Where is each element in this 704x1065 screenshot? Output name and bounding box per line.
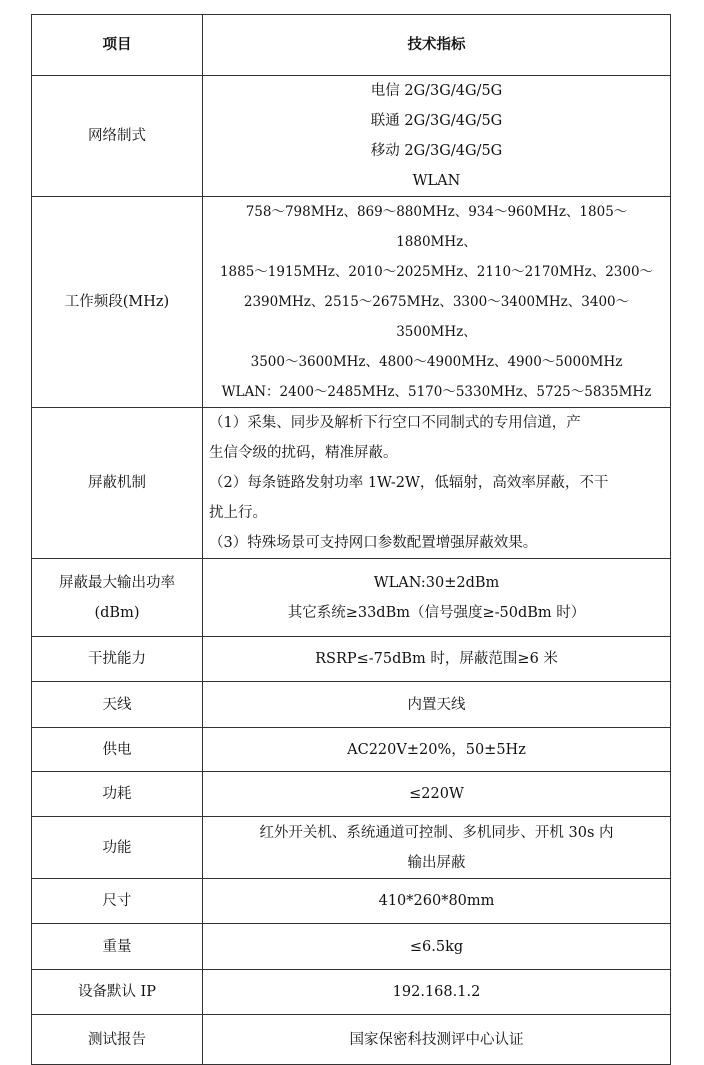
row-value	[203, 76, 671, 197]
value-line: （2）每条链路发射功率 1W-2W，低辐射，高效率屏蔽，不干	[209, 475, 609, 491]
row-label: 功耗	[32, 772, 203, 817]
header-item: 项目	[32, 15, 203, 76]
table-row	[32, 682, 671, 728]
header-spec: 技术指标	[203, 15, 671, 76]
row-value: 国家保密科技测评中心认证	[203, 1015, 671, 1065]
value-line: 758～798MHz、869～880MHz、934～960MHz、1805～1880MHz、	[245, 204, 628, 250]
row-label: 重量	[32, 924, 203, 970]
row-label: 屏蔽机制	[32, 408, 203, 559]
row-label: 网络制式	[32, 76, 203, 197]
row-value: ≤6.5kg	[203, 924, 671, 970]
table-row	[32, 817, 671, 879]
value-line: 电信 2G/3G/4G/5G	[370, 83, 503, 99]
table-row	[32, 772, 671, 817]
table-row	[32, 1015, 671, 1065]
value-line: WLAN	[412, 173, 461, 189]
row-value: AC220V±20%，50±5Hz	[203, 728, 671, 772]
row-value: 内置天线	[203, 682, 671, 728]
value-line: 输出屏蔽	[407, 854, 466, 871]
row-label: 工作频段(MHz)	[32, 197, 203, 408]
value-line: WLAN:30±2dBm	[373, 574, 500, 591]
label-line: 屏蔽最大输出功率	[59, 574, 175, 591]
row-value	[203, 408, 671, 559]
row-label: 天线	[32, 682, 203, 728]
row-label: 尺寸	[32, 879, 203, 924]
table-row	[32, 197, 671, 408]
row-label: 功能	[32, 817, 203, 879]
value-line: 1885～1915MHz、2010～2025MHz、2110～2170MHz、2300～	[219, 264, 654, 280]
label-line: (dBm)	[94, 604, 140, 621]
value-line: （3）特殊场景可支持网口参数配置增强屏蔽效果。	[209, 535, 538, 551]
row-value: 410*260*80mm	[203, 879, 671, 924]
value-line: 生信令级的扰码，精准屏蔽。	[209, 445, 398, 461]
row-value	[203, 817, 671, 879]
table-row	[32, 559, 671, 637]
table-row	[32, 408, 671, 559]
spec-table	[31, 14, 671, 1065]
row-label	[32, 559, 203, 637]
row-label: 供电	[32, 728, 203, 772]
row-label: 测试报告	[32, 1015, 203, 1065]
row-value	[203, 197, 671, 408]
table-row	[32, 879, 671, 924]
table-header-row	[32, 15, 671, 76]
row-value: 192.168.1.2	[203, 970, 671, 1015]
value-line: 联通 2G/3G/4G/5G	[370, 113, 503, 129]
value-line: 其它系统≥33dBm（信号强度≥-50dBm 时）	[287, 604, 586, 621]
row-value	[203, 559, 671, 637]
value-line: 移动 2G/3G/4G/5G	[370, 143, 503, 159]
value-line: 红外开关机、系统通道可控制、多机同步、开机 30s 内	[259, 824, 614, 841]
table-row	[32, 76, 671, 197]
value-line: 3500～3600MHz、4800～4900MHz、4900～5000MHz	[250, 354, 623, 370]
value-line: （1）采集、同步及解析下行空口不同制式的专用信道，产	[209, 415, 581, 431]
row-label: 干扰能力	[32, 637, 203, 682]
row-label: 设备默认 IP	[32, 970, 203, 1015]
table-row	[32, 970, 671, 1015]
table-row	[32, 637, 671, 682]
row-value: RSRP≤-75dBm 时，屏蔽范围≥6 米	[203, 637, 671, 682]
value-line: 2390MHz、2515～2675MHz、3300～3400MHz、3400～3500MHz、	[243, 294, 630, 340]
row-value: ≤220W	[203, 772, 671, 817]
table-row	[32, 924, 671, 970]
value-line: WLAN：2400～2485MHz、5170～5330MHz、5725～5835MHz	[221, 384, 652, 400]
value-line: 扰上行。	[209, 505, 267, 521]
table-row	[32, 728, 671, 772]
